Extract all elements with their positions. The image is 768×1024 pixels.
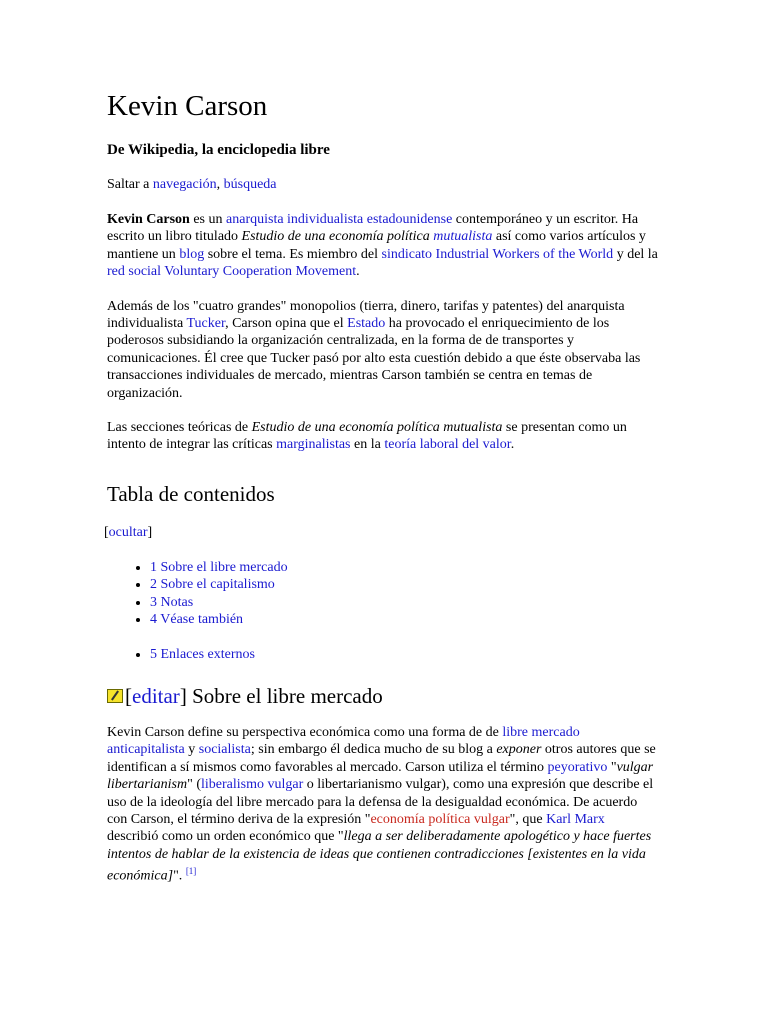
jump-prefix: Saltar a <box>107 177 153 192</box>
para-text: ", que <box>509 811 547 827</box>
jump-search-link[interactable]: búsqueda <box>223 177 277 192</box>
edit-bracket-open: [ <box>125 683 132 708</box>
link-libre-mercado[interactable]: libre mercado anticapitalista <box>107 724 580 758</box>
toc-item <box>150 559 659 576</box>
toc-link-1[interactable]: 1 Sobre el libre mercado <box>150 559 288 575</box>
para-text: describió como un orden económico que " <box>107 829 344 845</box>
link-vcm[interactable]: red social Voluntary Cooperation Movement <box>107 264 357 280</box>
intro-paragraph <box>107 211 659 281</box>
section-title: Sobre el libre mercado <box>186 683 383 708</box>
para-text: otros autores que se identifican a sí mismos como favorables al mercado. Carson utiliza el término <box>107 742 656 775</box>
emphasis-text: vulgar libertarianism <box>107 759 654 793</box>
intro-text: contemporáneo y un escritor. Ha escrito un libro titulado <box>107 212 639 245</box>
redlink-economia-politica-vulgar[interactable]: economía política vulgar <box>370 811 510 827</box>
toc-list <box>107 559 659 629</box>
para-text: ; sin embargo él dedica mucho de su blog a <box>250 742 497 758</box>
reference-link-1[interactable]: [1] <box>185 866 197 877</box>
link-iww[interactable]: sindicato Industrial Workers of the World <box>381 246 614 262</box>
jump-separator: , <box>216 177 224 192</box>
link-estadounidense[interactable]: estadounidense <box>366 212 453 227</box>
link-tucker[interactable]: Tucker <box>186 316 226 332</box>
para-text: o libertarianismo vulgar), como una expresión que describe el uso de la ideología del libre mercado para la defensa de la desigualdad económica. De acuerdo con Carson, el término deriva de la expresión " <box>107 777 654 827</box>
para-text: en la <box>350 437 385 453</box>
para-text: " <box>607 759 617 775</box>
toc-link-5[interactable]: 5 Enlaces externos <box>150 646 255 662</box>
para-text: ". <box>173 868 186 884</box>
para-text: Kevin Carson define su perspectiva económica como una forma de de <box>107 724 503 740</box>
section-heading-libre-mercado <box>107 683 659 709</box>
edit-bracket-close: ] <box>179 683 187 708</box>
toc-item <box>150 611 659 628</box>
link-blog[interactable]: blog <box>179 246 205 262</box>
toc-item <box>150 646 659 663</box>
toc-item <box>150 576 659 593</box>
intro-text: es un <box>189 212 227 227</box>
jump-navigation-link[interactable]: navegación <box>152 177 217 192</box>
para-text: ha provocado el enriquecimiento de los poderosos subsidiando la organización centralizada, en la forma de de transportes y comunicaciones. Él cree que Tucker pasó por alto esta cuestión debido a que éste observaba las transacciones individuales de mercado, mientras Carson también se centra en temas de organización. <box>107 316 641 401</box>
toc-hide-link[interactable]: ocultar <box>108 524 148 540</box>
toc-bracket-close: ] <box>147 524 153 540</box>
para-text: Las secciones teóricas de <box>107 420 252 436</box>
link-estado[interactable]: Estado <box>347 316 386 332</box>
toc-list-2 <box>107 646 659 663</box>
para-text: " ( <box>187 777 202 793</box>
para-text: se presentan como un intento de integrar las críticas <box>107 420 627 453</box>
toc-heading: Tabla de contenidos <box>107 481 275 506</box>
link-teoria-laboral[interactable]: teoría laboral del valor <box>384 437 511 453</box>
toc-item <box>150 594 659 611</box>
link-marginalistas[interactable]: marginalistas <box>276 437 351 453</box>
link-mutualista-text: mutualista <box>433 229 493 245</box>
para-text: , Carson opina que el <box>225 316 348 332</box>
intro-text: así como varios artículos y mantiene un <box>107 229 646 262</box>
quote-text: llega a ser deliberadamente apologético y hace fuertes intentos de hablar de la existencia de ideas que contienen contradicciones [existentes en la vida económica] <box>107 829 652 884</box>
book-title: Estudio de una economía política mutualista <box>251 420 503 436</box>
link-mutualista[interactable] <box>433 229 492 244</box>
intro-text: . <box>356 264 360 280</box>
link-socialista[interactable]: socialista <box>198 742 251 758</box>
toc-link-4[interactable]: 4 Véase también <box>150 612 244 628</box>
para-text: . <box>510 437 515 453</box>
link-anarquista-individualista[interactable]: anarquista individualista <box>226 212 364 227</box>
intro-book-title: Estudio de una economía política <box>241 229 434 245</box>
link-liberalismo-vulgar[interactable]: liberalismo vulgar <box>201 777 304 793</box>
intro-text: y del la <box>613 246 658 262</box>
link-peyorativo[interactable]: peyorativo <box>547 759 608 775</box>
edit-pencil-icon[interactable] <box>107 689 123 703</box>
emphasis-text: exponer <box>496 742 542 758</box>
edit-section-link[interactable]: editar <box>132 683 180 708</box>
page-subtitle: De Wikipedia, la enciclopedia libre <box>107 142 330 158</box>
para-text: y <box>184 742 199 758</box>
toc-link-3[interactable]: 3 Notas <box>150 594 194 610</box>
article <box>104 88 659 885</box>
toc-bracket-open: [ <box>104 524 109 540</box>
jump-links <box>107 176 659 194</box>
toc-link-2[interactable]: 2 Sobre el capitalismo <box>150 577 275 593</box>
intro-text: sobre el tema. Es miembro del <box>204 246 382 262</box>
intro-subject: Kevin Carson <box>107 212 190 227</box>
link-karl-marx[interactable]: Karl Marx <box>546 811 605 827</box>
libre-mercado-paragraph <box>107 724 659 885</box>
monopolies-paragraph <box>107 298 659 402</box>
para-text: Además de los "cuatro grandes" monopolios (tierra, dinero, tarifas y patentes) del anarquista individualista <box>107 298 625 332</box>
toc-toggle <box>104 524 659 542</box>
theory-paragraph <box>107 419 659 454</box>
page-title: Kevin Carson <box>107 90 268 122</box>
